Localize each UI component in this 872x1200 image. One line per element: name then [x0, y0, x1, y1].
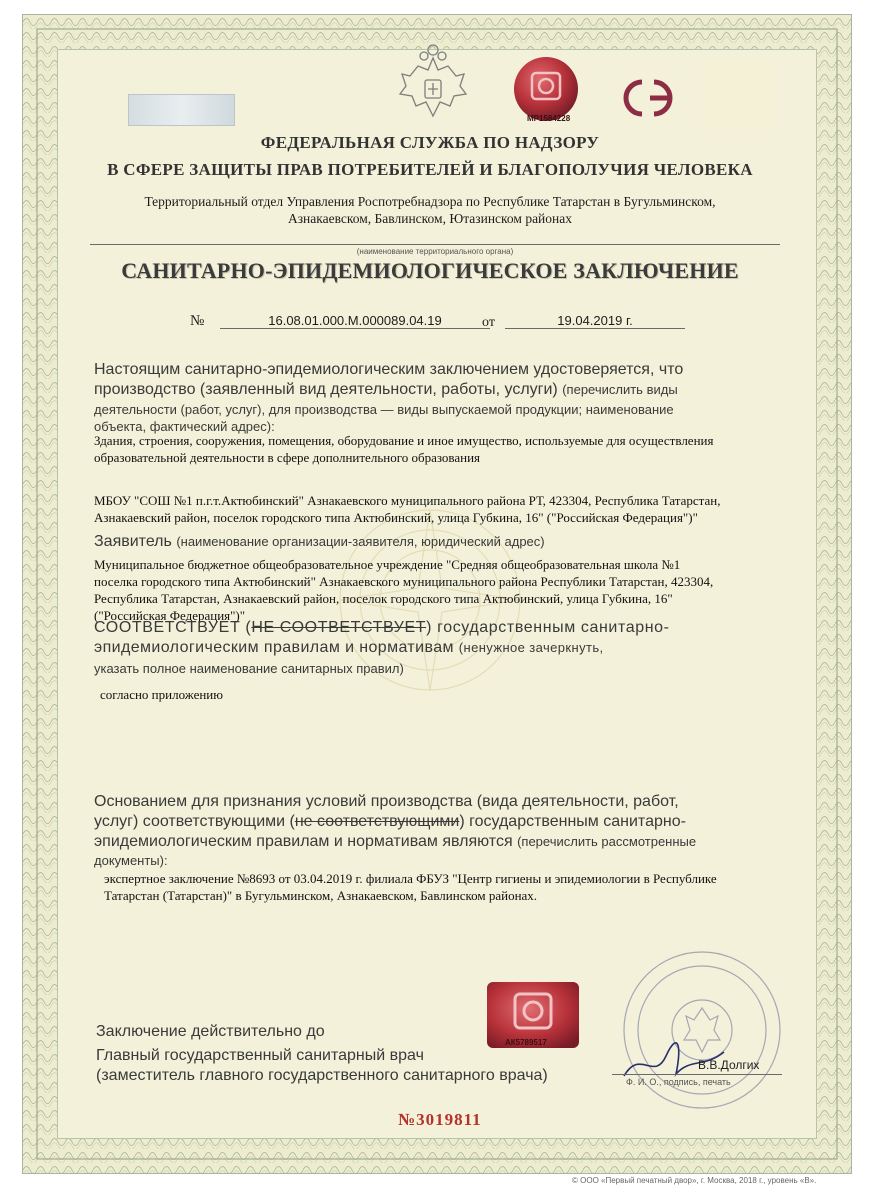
applicant-line-1: Муниципальное бюджетное общеобразовательное учреждение "Средняя общеобразовательная школа №1	[94, 557, 681, 572]
object-address	[94, 492, 784, 526]
conformity-mark-icon	[614, 76, 690, 120]
basis-line-2-a: услуг) соответствующими (	[94, 813, 295, 830]
basis-value-line-1: экспертное заключение №8693 от 03.04.2019 г. филиала ФБУЗ "Центр гигиены и эпидемиологии в Республике	[104, 871, 717, 886]
compliance-line-3: указать полное наименование санитарных правил)	[94, 661, 404, 676]
applicant-note: (наименование организации-заявителя, юридический адрес)	[176, 534, 545, 549]
object-description	[94, 432, 784, 466]
basis-line-2-b: ) государственным санитарно-	[459, 813, 686, 830]
hologram-bottom-code: АК5789517	[505, 1038, 547, 1047]
round-stamp	[610, 944, 790, 1114]
basis-line-3-note: (перечислить рассмотренные	[517, 834, 697, 849]
applicant-label: Заявитель	[94, 533, 172, 550]
signer-name: В.В.Долгих	[698, 1058, 760, 1072]
from-label: от	[482, 315, 495, 330]
certify-line-2-note: (перечислить виды	[562, 382, 678, 397]
chief-doctor-label: Главный государственный санитарный врач	[96, 1047, 424, 1064]
basis-line-1: Основанием для признания условий производства (вида деятельности, работ,	[94, 793, 679, 810]
certify-line-2	[94, 380, 784, 400]
applicant-details	[94, 556, 784, 624]
territorial-underline	[90, 244, 780, 245]
eagle-emblem-icon	[388, 40, 478, 130]
certify-line-2-main: производство (заявленный вид деятельности, работы, услуги)	[94, 381, 558, 398]
certify-note-4: объекта, фактический адрес):	[94, 419, 275, 434]
valid-until-label: Заключение действительно до	[96, 1023, 325, 1040]
conforms-text: СООТВЕТСТВУЕТ	[94, 619, 241, 636]
hologram-top-code: МР1584228	[527, 114, 571, 123]
security-stripe	[128, 94, 235, 126]
basis-value-line-2: Татарстан (Татарстан)" в Бугульминском, Азнакаевском, Бавлинском районах.	[104, 888, 538, 903]
basis-line-3	[94, 832, 784, 852]
territorial-caption: (наименование территориального органа)	[356, 247, 514, 256]
applicant-label-row	[94, 532, 784, 552]
object-line-2: образовательной деятельности в сфере дополнительного образования	[94, 450, 481, 465]
serial-number: №3019811	[398, 1110, 482, 1129]
applicant-line-3: Республика Татарстан, Азнакаевский район, поселок городского типа Актюбинский, улица Губкина, 16"	[94, 591, 673, 606]
conclusion-number: 16.08.01.000.М.000089.04.19	[220, 313, 490, 329]
basis-line-3-main: эпидемиологическим правилам и нормативам являются	[94, 833, 513, 850]
certify-line-1: Настоящим санитарно-эпидемиологическим заключением удостоверяется, что	[94, 361, 684, 378]
address-line-2: Азнакаевский район, поселок городского типа Актюбинский, улица Губкина, 16" ("Российская Федерация")"	[94, 510, 698, 525]
number-row	[170, 313, 730, 333]
certify-note-3: деятельности (работ, услуг), для производства — виды выпускаемой продукции; наименование	[94, 402, 674, 417]
conclusion-date: 19.04.2019 г.	[505, 313, 685, 329]
blank-field	[702, 60, 772, 130]
basis-value	[104, 870, 784, 904]
agency-line-2: В СФЕРЕ ЗАЩИТЫ ПРАВ ПОТРЕБИТЕЛЕЙ И БЛАГОПОЛУЧИЯ ЧЕЛОВЕКА	[107, 160, 753, 179]
compliance-line-1: СООТВЕТСТВУЕТ (НЕ СООТВЕТСТВУЕТ) государственным санитарно-	[94, 619, 670, 636]
applicant-line-2: поселка городского типа Актюбинский" Азнакаевского муниципального района Республики Татарстан, 423304,	[94, 574, 714, 589]
object-line-1: Здания, строения, сооружения, помещения, оборудование и иное имущество, используемые для осуществления	[94, 433, 714, 448]
compliance-line-2-main: эпидемиологическим правилам и нормативам	[94, 639, 454, 656]
deputy-label: (заместитель главного государственного санитарного врача)	[96, 1067, 548, 1084]
signature-caption: Ф. И. О., подпись, печать	[626, 1077, 731, 1087]
not-conforms-text: НЕ СООТВЕТСТВУЕТ	[251, 619, 427, 636]
basis-strike: не соответствующими	[294, 813, 460, 830]
territorial-line-1: Территориальный отдел Управления Роспотребнадзора по Республике Татарстан в Бугульминском,	[144, 194, 716, 209]
agency-line-1: ФЕДЕРАЛЬНАЯ СЛУЖБА ПО НАДЗОРУ	[260, 133, 600, 152]
basis-line-4: документы):	[94, 853, 168, 868]
number-sign: №	[190, 313, 205, 329]
territorial-line-2: Азнакаевском, Бавлинском, Ютазинском районах	[287, 211, 573, 226]
territorial-body	[90, 193, 770, 227]
compliance-line-2	[94, 638, 784, 658]
signature-line	[612, 1074, 782, 1075]
applicant-line-4: ("Российская Федерация")"	[94, 608, 246, 623]
compliance-rest: государственным санитарно-	[437, 619, 670, 636]
basis-line-2	[94, 812, 784, 832]
document-title: САНИТАРНО-ЭПИДЕМИОЛОГИЧЕСКОЕ ЗАКЛЮЧЕНИЕ	[121, 258, 739, 283]
address-line-1: МБОУ "СОШ №1 п.г.т.Актюбинский" Азнакаевского муниципального района РТ, 423304, Республика Татарстан,	[94, 493, 721, 508]
printer-imprint: © ООО «Первый печатный двор», г. Москва, 2018 г., уровень «В».	[572, 1176, 817, 1185]
compliance-line-2-note: (ненужное зачеркнуть,	[458, 640, 604, 655]
compliance-value: согласно приложению	[100, 687, 223, 702]
